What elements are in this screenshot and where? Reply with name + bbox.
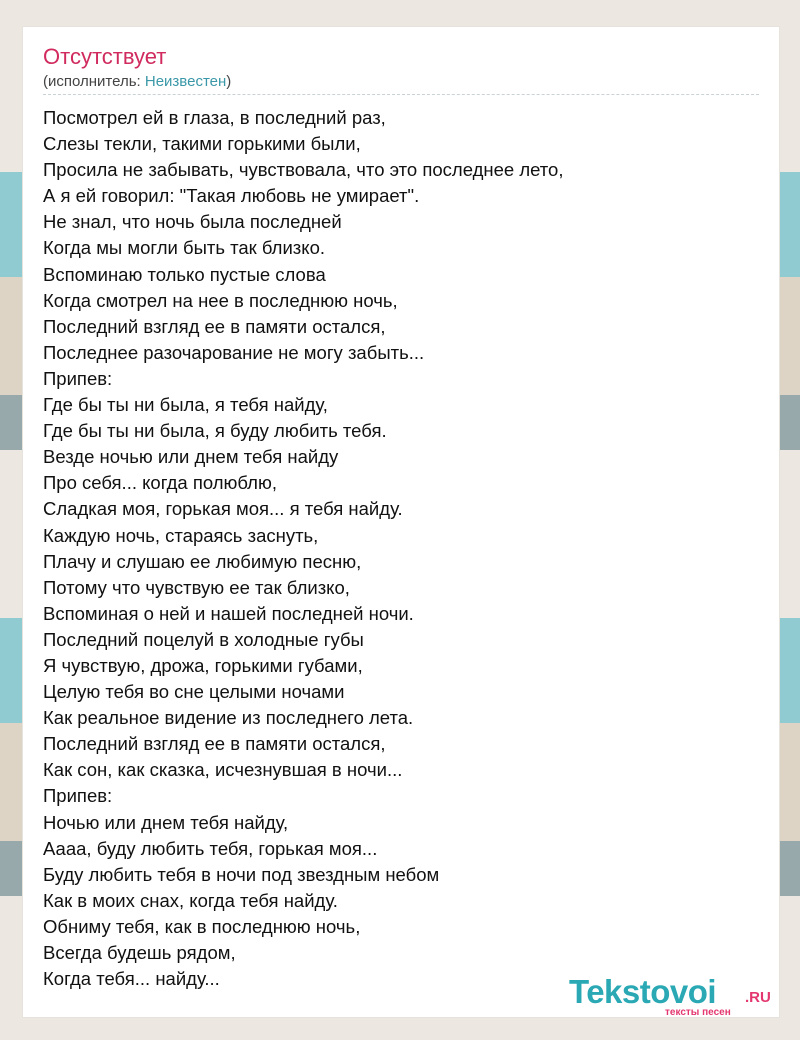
divider <box>43 94 759 95</box>
lyric-line: А я ей говорил: "Такая любовь не умирает". <box>43 185 420 207</box>
lyric-line: Ночью или днем тебя найду, <box>43 811 289 833</box>
lyric-line: Где бы ты ни была, я тебя найду, <box>43 394 328 416</box>
lyric-line: Сладкая моя, горькая моя... я тебя найду. <box>43 498 403 520</box>
lyric-line: Посмотрел ей в глаза, в последний раз, <box>43 107 386 128</box>
lyric-line: Целую тебя во сне целыми ночами <box>43 681 345 703</box>
lyric-line: Как в моих снах, когда тебя найду. <box>43 889 338 911</box>
lyric-line: Последний взгляд ее в памяти остался, <box>43 315 386 337</box>
lyric-line: Всегда будешь рядом, <box>43 942 236 963</box>
lyric-line: Последний взгляд ее в памяти остался, <box>43 733 386 755</box>
chorus-label: Припев: <box>43 785 113 807</box>
logo-tagline: тексты песен <box>665 1007 731 1018</box>
lyric-line: Где бы ты ни была, я буду любить тебя. <box>43 420 387 442</box>
lyric-line: Когда тебя... найду... <box>43 968 220 990</box>
lyric-line: Когда смотрел на нее в последнюю ночь, <box>43 289 398 311</box>
site-logo[interactable] <box>569 974 775 1018</box>
logo-domain: .RU <box>745 989 771 1006</box>
lyric-line: Не знал, что ночь была последней <box>43 211 342 233</box>
lyric-line: Вспоминаю только пустые слова <box>43 263 326 285</box>
lyric-line: Плачу и слушаю ее любимую песню, <box>43 550 362 572</box>
lyric-line: Каждую ночь, стараясь заснуть, <box>43 524 319 546</box>
lyrics-text <box>43 105 563 992</box>
chorus-label: Припев: <box>43 367 113 389</box>
artist-link[interactable]: Неизвестен <box>144 73 227 90</box>
artist-prefix: (исполнитель: <box>43 73 145 90</box>
lyric-line: Просила не забывать, чувствовала, что это последнее лето, <box>43 159 564 181</box>
lyric-line: Я чувствую, дрожа, горькими губами, <box>43 654 363 676</box>
lyric-line: Везде ночью или днем тебя найду <box>43 446 339 468</box>
lyrics-card <box>22 26 780 1018</box>
artist-line <box>43 73 231 91</box>
logo-name: Tekstovoi <box>569 973 717 1010</box>
lyric-line: Когда мы могли быть так близко. <box>43 237 326 259</box>
lyric-line: Как сон, как сказка, исчезнувшая в ночи... <box>43 759 403 781</box>
artist-suffix: ) <box>226 73 232 90</box>
lyric-line: Буду любить тебя в ночи под звездным небом <box>43 863 440 885</box>
lyric-line: Слезы текли, такими горькими были, <box>43 133 361 155</box>
lyric-line: Последнее разочарование не могу забыть... <box>43 341 425 363</box>
lyric-line: Последний поцелуй в холодные губы <box>43 628 364 650</box>
lyric-line: Про себя... когда полюблю, <box>43 472 277 494</box>
song-title: Отсутствует <box>43 44 167 69</box>
lyric-line: Как реальное видение из последнего лета. <box>43 707 414 729</box>
lyric-line: Обниму тебя, как в последнюю ночь, <box>43 915 361 937</box>
lyric-line: Аааа, буду любить тебя, горькая моя... <box>43 837 378 859</box>
lyric-line: Потому что чувствую ее так близко, <box>43 576 350 598</box>
lyric-line: Вспоминая о ней и нашей последней ночи. <box>43 602 414 624</box>
